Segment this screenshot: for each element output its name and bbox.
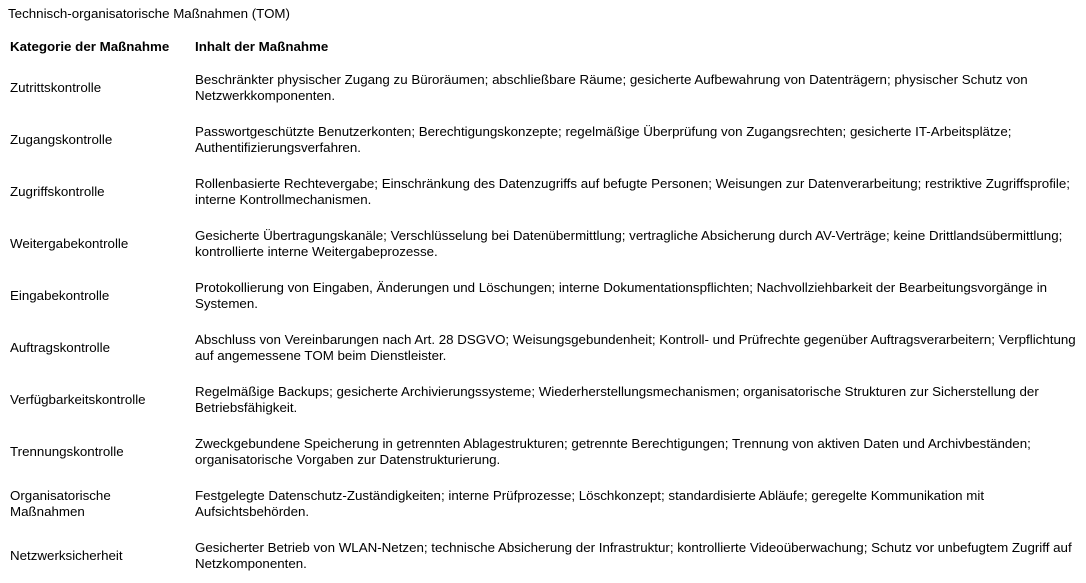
category-cell: Zutrittskontrolle <box>10 80 102 96</box>
table-header-row <box>8 31 1080 61</box>
content-cell: Gesicherter Betrieb von WLAN-Netzen; technische Absicherung der Infrastruktur; kontrollierte Videoüberwachung; Schutz vor unbefugtem Zugriff auf Netzkomponenten. <box>195 540 1072 571</box>
table-row <box>8 426 1080 478</box>
column-header-kategorie: Kategorie der Maßnahme <box>10 39 170 55</box>
category-cell: Eingabekontrolle <box>10 288 110 304</box>
table-row <box>8 322 1080 374</box>
table-row <box>8 62 1080 114</box>
table-row <box>8 166 1080 218</box>
table-row <box>8 270 1080 322</box>
category-cell: Weitergabekontrolle <box>10 236 129 252</box>
content-cell: Passwortgeschützte Benutzerkonten; Berechtigungskonzepte; regelmäßige Überprüfung von Zugangsrechten; gesicherte IT-Arbeitsplätze; Authentifizierungsverfahren. <box>195 124 1012 155</box>
table-row <box>8 530 1080 582</box>
column-header-inhalt: Inhalt der Maßnahme <box>195 39 329 55</box>
category-cell: Zugriffskontrolle <box>10 184 105 200</box>
table-row <box>8 478 1080 530</box>
category-cell: Netzwerksicherheit <box>10 548 123 564</box>
category-cell: Auftragskontrolle <box>10 340 111 356</box>
content-cell: Festgelegte Datenschutz-Zuständigkeiten; interne Prüfprozesse; Löschkonzept; standardisierte Abläufe; geregelte Kommunikation mit Aufsichtsbehörden. <box>195 488 985 519</box>
table-row <box>8 114 1080 166</box>
content-cell: Protokollierung von Eingaben, Änderungen und Löschungen; interne Dokumentationspflichten; Nachvollziehbarkeit der Bearbeitungsvorgänge in Systemen. <box>195 280 1048 311</box>
category-cell: Verfügbarkeitskontrolle <box>10 392 146 408</box>
category-cell: Trennungskontrolle <box>10 444 124 460</box>
table-row <box>8 374 1080 426</box>
content-cell: Beschränkter physischer Zugang zu Büroräumen; abschließbare Räume; gesicherte Aufbewahrung von Datenträgern; physischer Schutz von Netzwerkkomponenten. <box>195 72 1028 103</box>
content-cell: Rollenbasierte Rechtevergabe; Einschränkung des Datenzugriffs auf befugte Personen; Weisungen zur Datenverarbeitung; restriktive Zugriffsprofile; interne Kontrollmechanismen. <box>195 176 1070 207</box>
category-cell: Zugangskontrolle <box>10 132 113 148</box>
content-cell: Zweckgebundene Speicherung in getrennten Ablagestrukturen; getrennte Berechtigungen; Trennung von aktiven Daten und Archivbeständen; organisatorische Vorgaben zur Datenstrukturierung. <box>195 436 1031 467</box>
category-cell: Organisatorische Maßnahmen <box>10 488 111 519</box>
document-title: Technisch-organisatorische Maßnahmen (TOM) <box>8 6 290 21</box>
content-cell: Gesicherte Übertragungskanäle; Verschlüsselung bei Datenübermittlung; vertragliche Absicherung durch AV-Verträge; keine Drittlandsübermittlung; kontrollierte interne Weitergabeprozesse. <box>195 228 1063 259</box>
table-row <box>8 218 1080 270</box>
content-cell: Regelmäßige Backups; gesicherte Archivierungssysteme; Wiederherstellungsmechanismen; organisatorische Strukturen zur Sicherstellung der Betriebsfähigkeit. <box>195 384 1039 415</box>
tom-table <box>8 31 1080 581</box>
content-cell: Abschluss von Vereinbarungen nach Art. 28 DSGVO; Weisungsgebundenheit; Kontroll- und Prüfrechte gegenüber Auftragsverarbeitern; Verpflichtung auf angemessene TOM beim Dienstleister. <box>195 332 1076 363</box>
